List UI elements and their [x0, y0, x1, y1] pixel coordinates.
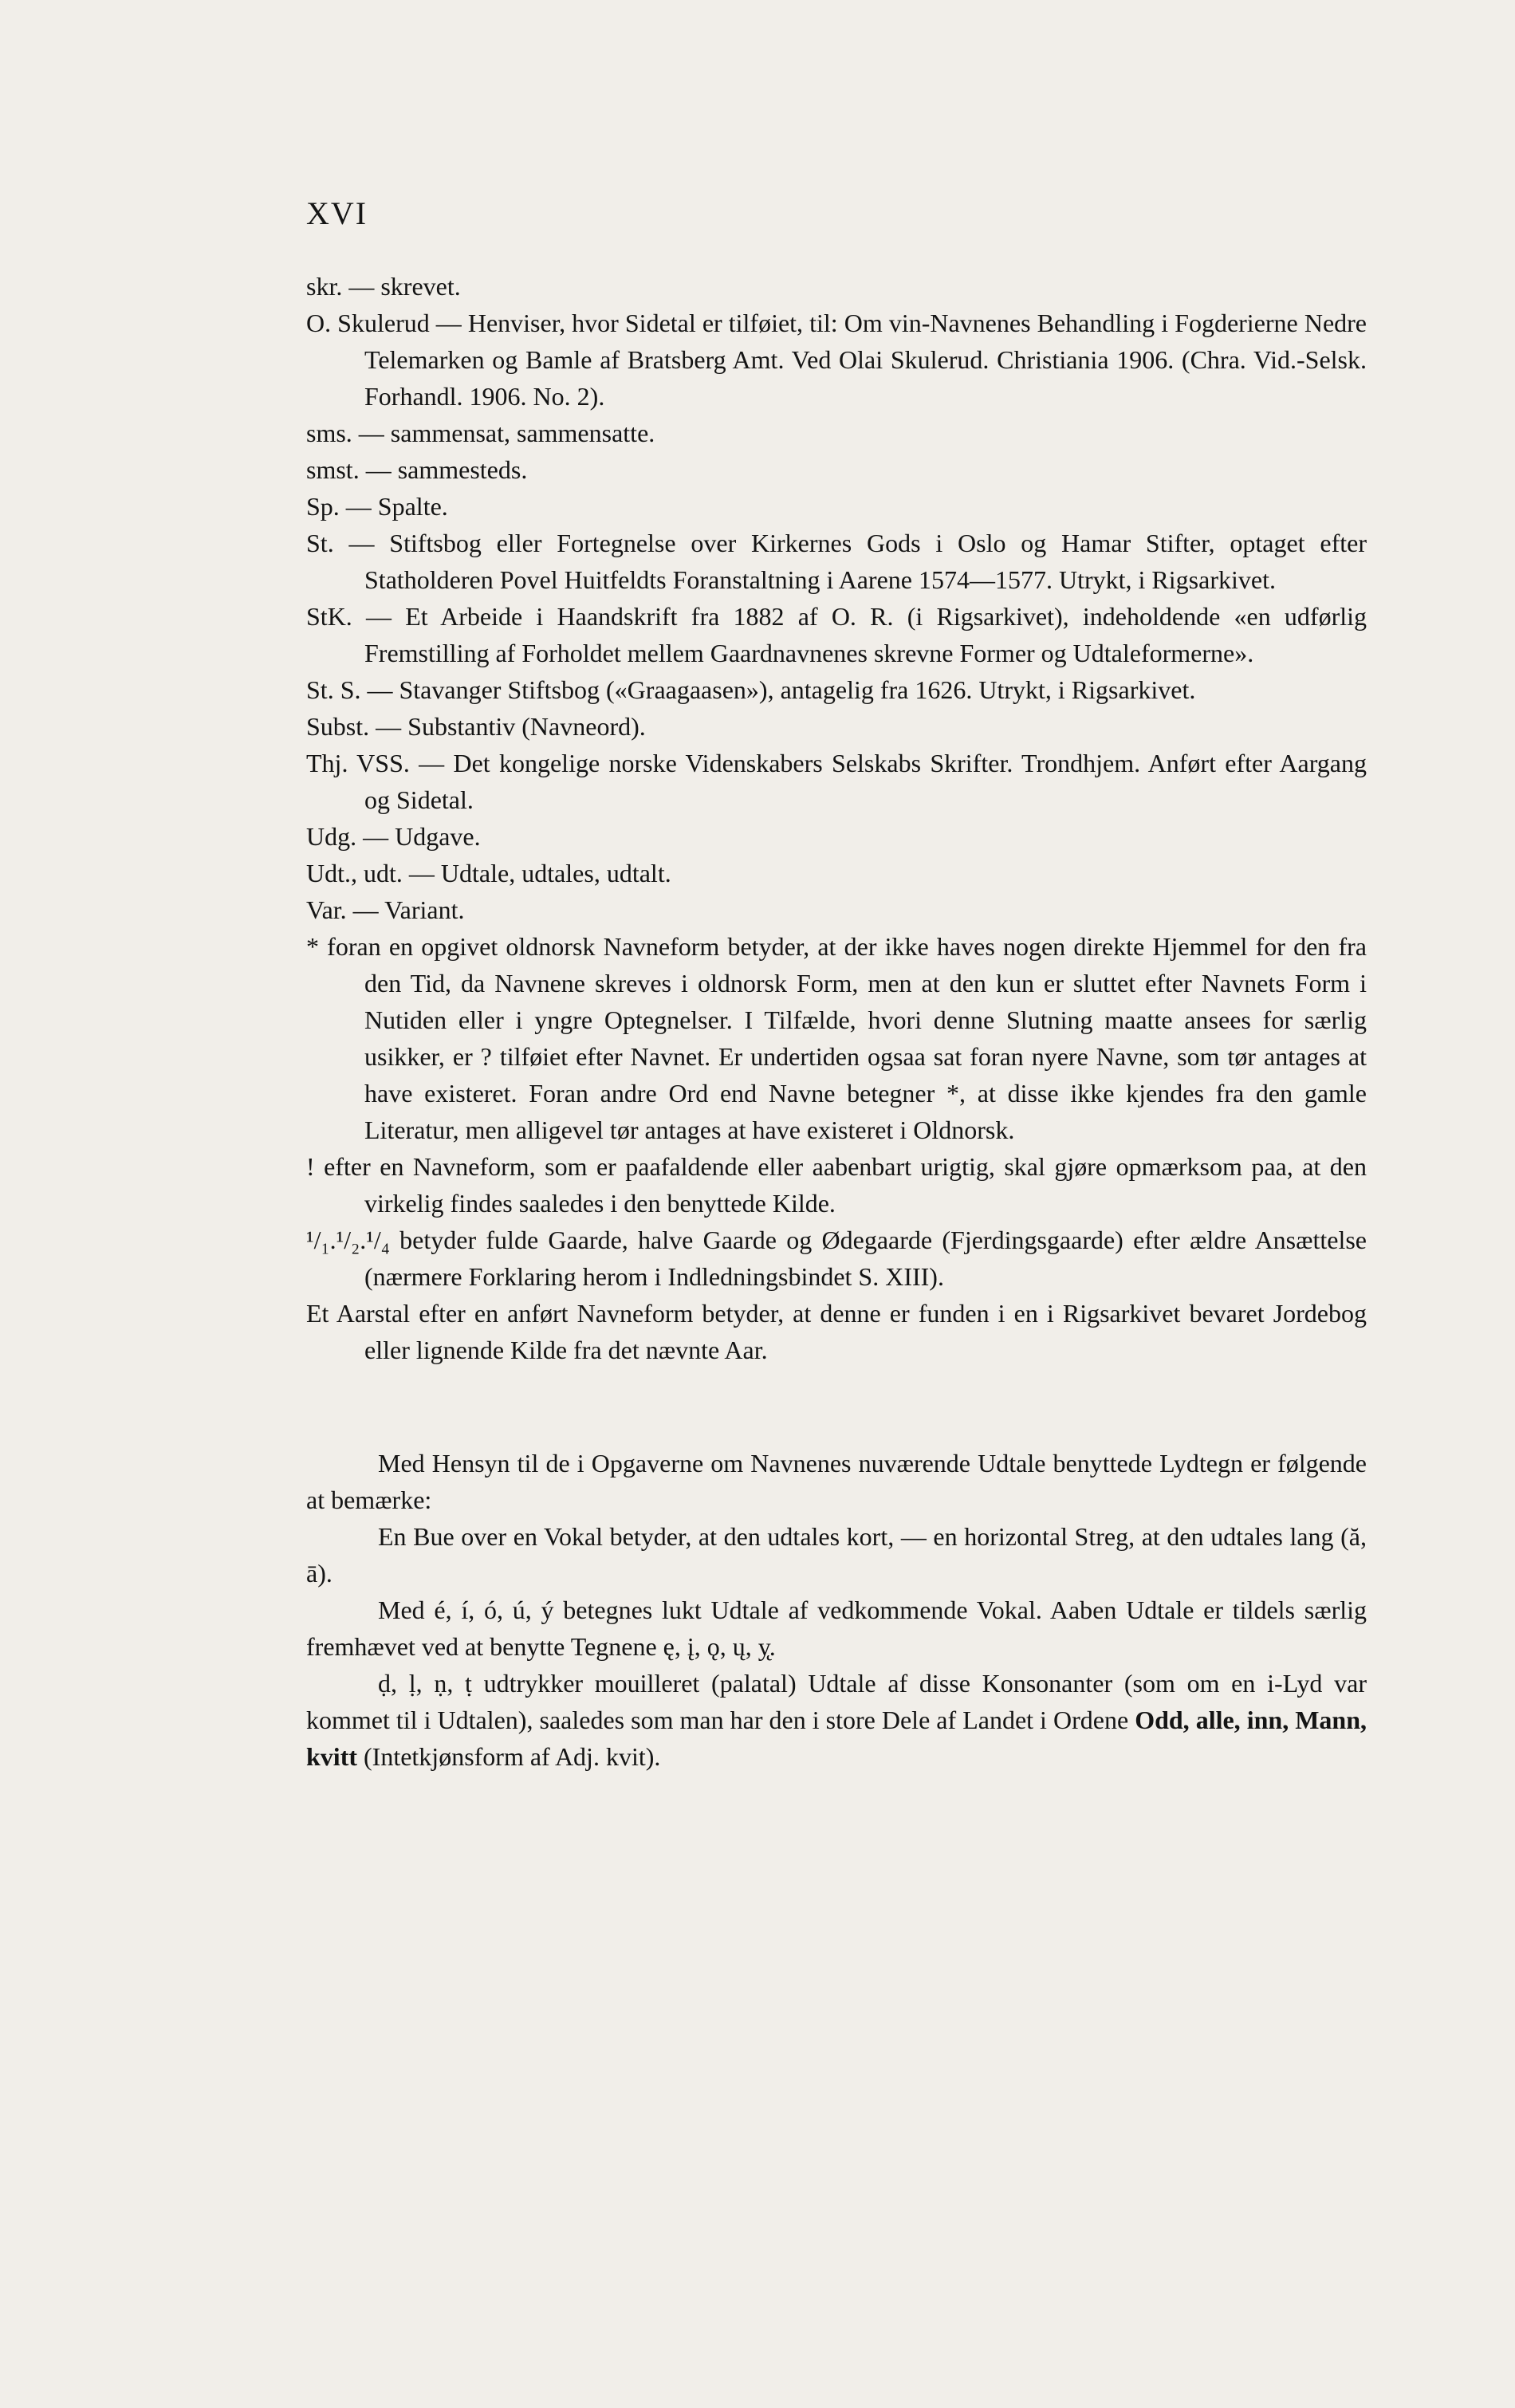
- abbreviation-entry: StK. — Et Arbeide i Haandskrift fra 1882 af O. R. (i Rigsarkivet), indeholdende «en udførlig Fremstilling af Forholdet mellem Gaardnavnenes skrevne Former og Udtaleformerne».: [306, 602, 1367, 667]
- page-number: XVI: [306, 195, 368, 231]
- abbreviation-entry: Udt., udt. — Udtale, udtales, udtalt.: [306, 859, 671, 887]
- pronunciation-intro: Med Hensyn til de i Opgaverne om Navnenes nuværende Udtale benyttede Lydtegn er følgende at bemærke:: [306, 1449, 1367, 1514]
- abbreviation-entry: skr. — skrevet.: [306, 272, 461, 301]
- abbreviation-entry: O. Skulerud — Henviser, hvor Sidetal er tilføiet, til: Om vin-Navnenes Behandling i Fogderierne Nedre Telemarken og Bamle af Bratsberg Amt. Ved Olai Skulerud. Christiania 1906. (Chra. Vid.-Selsk. Forhandl. 1906. No. 2).: [306, 309, 1367, 411]
- abbreviation-entry: smst. — sammesteds.: [306, 455, 528, 484]
- section-gap: [306, 1368, 1367, 1445]
- abbreviation-entry: Udg. — Udgave.: [306, 822, 481, 851]
- year-note: Et Aarstal efter en anført Navneform betyder, at denne er funden i en i Rigsarkivet bevaret Jordebog eller lignende Kilde fra det nævnte Aar.: [306, 1299, 1367, 1364]
- abbreviation-entry: sms. — sammensat, sammensatte.: [306, 419, 655, 447]
- pronunciation-paragraph: Med é, í, ó, ú, ý betegnes lukt Udtale af vedkommende Vokal. Aaben Udtale er tildels særlig fremhævet ved at benytte Tegnene ę, į, ǫ, ų, y̨.: [306, 1595, 1367, 1661]
- abbreviation-entry: Sp. — Spalte.: [306, 492, 448, 521]
- pronunciation-section: [306, 1445, 1367, 1775]
- example-words: Odd, alle, inn, Mann, kvitt: [306, 1706, 1367, 1771]
- pronunciation-text: (Intetkjønsform af Adj. kvit).: [364, 1742, 661, 1771]
- abbreviation-entry: St. — Stiftsbog eller Fortegnelse over Kirkernes Gods i Oslo og Hamar Stifter, optaget efter Statholderen Povel Huitfeldts Foranstaltning i Aarene 1574—1577. Utrykt, i Rigsarkivet.: [306, 529, 1367, 594]
- abbreviation-entry: Thj. VSS. — Det kongelige norske Videnskabers Selskabs Skrifter. Trondhjem. Anført efter Aargang og Sidetal.: [306, 749, 1367, 814]
- abbreviation-entry: Subst. — Substantiv (Navneord).: [306, 712, 646, 741]
- abbreviation-list: [306, 268, 1367, 1775]
- pronunciation-paragraph: En Bue over en Vokal betyder, at den udtales kort, — en horizontal Streg, at den udtales lang (ă, ā).: [306, 1522, 1367, 1588]
- asterisk-note: * foran en opgivet oldnorsk Navneform betyder, at der ikke haves nogen direkte Hjemmel for den fra den Tid, da Navnene skreves i oldnorsk Form, men at den kun er sluttet efter Navnets Form i Nutiden eller i yngre Optegnelser. I Tilfælde, hvori denne Slutning maatte ansees for særlig usikker, er ? tilføiet efter Navnet. Er undertiden ogsaa sat foran nyere Navne, som tør antages at have existeret. Foran andre Ord end Navne betegner *, at disse ikke kjendes fra den gamle Literatur, men alligevel tør antages at have existeret i Oldnorsk.: [306, 932, 1367, 1144]
- abbreviation-entry: St. S. — Stavanger Stiftsbog («Graagaasen»), antagelig fra 1626. Utrykt, i Rigsarkivet.: [306, 675, 1196, 704]
- abbreviation-entry: Var. — Variant.: [306, 895, 465, 924]
- exclamation-note: ! efter en Navneform, som er paafaldende eller aabenbart urigtig, skal gjøre opmærksom paa, at den virkelig findes saaledes i den benyttede Kilde.: [306, 1152, 1367, 1218]
- pronunciation-text: ḍ, ḷ, ṇ, ṭ udtrykker mouilleret (palatal) Udtale af disse Konsonanter (som om en i-Lyd var kommet til i Udtalen), saaledes som man har den i store Dele af Landet i Ordene: [306, 1669, 1367, 1734]
- pronunciation-paragraph: [306, 1665, 1367, 1775]
- fraction-note: ¹/₁.¹/₂.¹/₄ betyder fulde Gaarde, halve Gaarde og Ødegaarde (Fjerdingsgaarde) efter ældre Ansættelse (nærmere Forklaring herom i Indledningsbindet S. XIII).: [306, 1226, 1367, 1291]
